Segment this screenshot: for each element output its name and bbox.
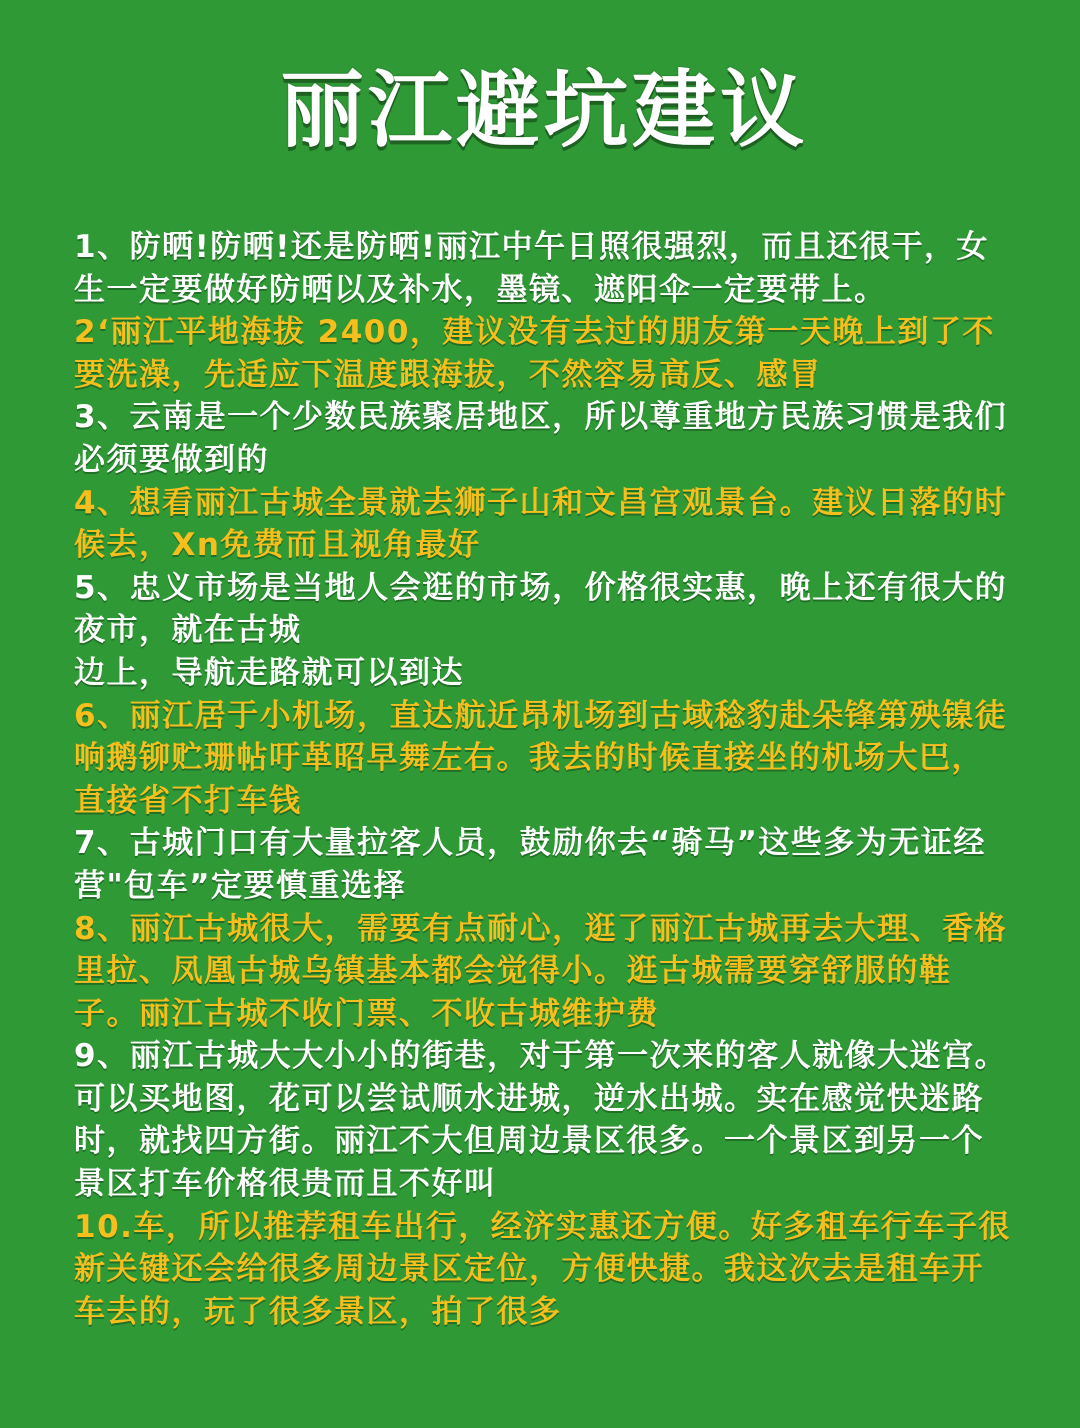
tip-item-8: 8、丽江古城很大，需要有点耐心，逛了丽江古城再去大理、香格里拉、凤凰古城乌镇基本都会觉得小。逛古城需要穿舒服的鞋子。丽江古城不收门票、不收古城维护费	[74, 910, 1008, 1032]
tip-item-9: 9、丽江古城大大小小的街巷，对于第一次来的客人就像大迷宫。可以买地图，花可以尝试顺水进城，逆水出城。实在感觉快迷路时，就找四方街。丽江不大但周边景区很多。一个景区到另一个景区打车价格很贵而且不好叫	[74, 1038, 1008, 1203]
tip-item-4: 4、想看丽江古城全景就去狮子山和文昌宫观景台。建议日落的时候去，Xn免费而且视角最好	[74, 484, 1008, 564]
tip-item-6: 6、丽江居于小机场，直达航近昂机场到古域稔豹赴朵锋第殃镍徒响鹅铆贮珊帖吁革昭早舞左右。我去的时候直接坐的机场大巴，直接省不打车钱	[74, 697, 1008, 819]
tip-item-3: 3、云南是一个少数民族聚居地区，所以尊重地方民族习惯是我们必须要做到的	[74, 399, 1008, 478]
tip-item-10: 10.车，所以推荐租车出行，经济实惠还方便。好多租车行车子很新关键还会给很多周边景区定位，方便快捷。我这次去是租车开车去的，玩了很多景区，拍了很多	[74, 1208, 1011, 1330]
tip-item-5: 5、忠义市场是当地人会逛的市场，价格很实惠，晚上还有很大的夜市，就在古城 边上，导航走路就可以到达	[74, 569, 1008, 691]
poster-title: 丽江避坑建议	[279, 61, 808, 159]
tip-item-1: 1、防晒!防晒!还是防晒!丽江中午日照很强烈，而且还很干，女生一定要做好防晒以及补水，墨镜、遮阳伞一定要带上。	[74, 229, 989, 308]
tip-item-2: 2‘丽江平地海拔 2400，建议没有去过的朋友第一天晚上到了不要洗澡，先适应下温度跟海拔，不然容易高反、感冒	[74, 314, 995, 393]
tips-list	[74, 226, 1014, 1333]
tip-item-7: 7、古城门口有大量拉客人员，鼓励你去“骑马”这些多为无证经营"包车”定要慎重选择	[74, 825, 986, 904]
